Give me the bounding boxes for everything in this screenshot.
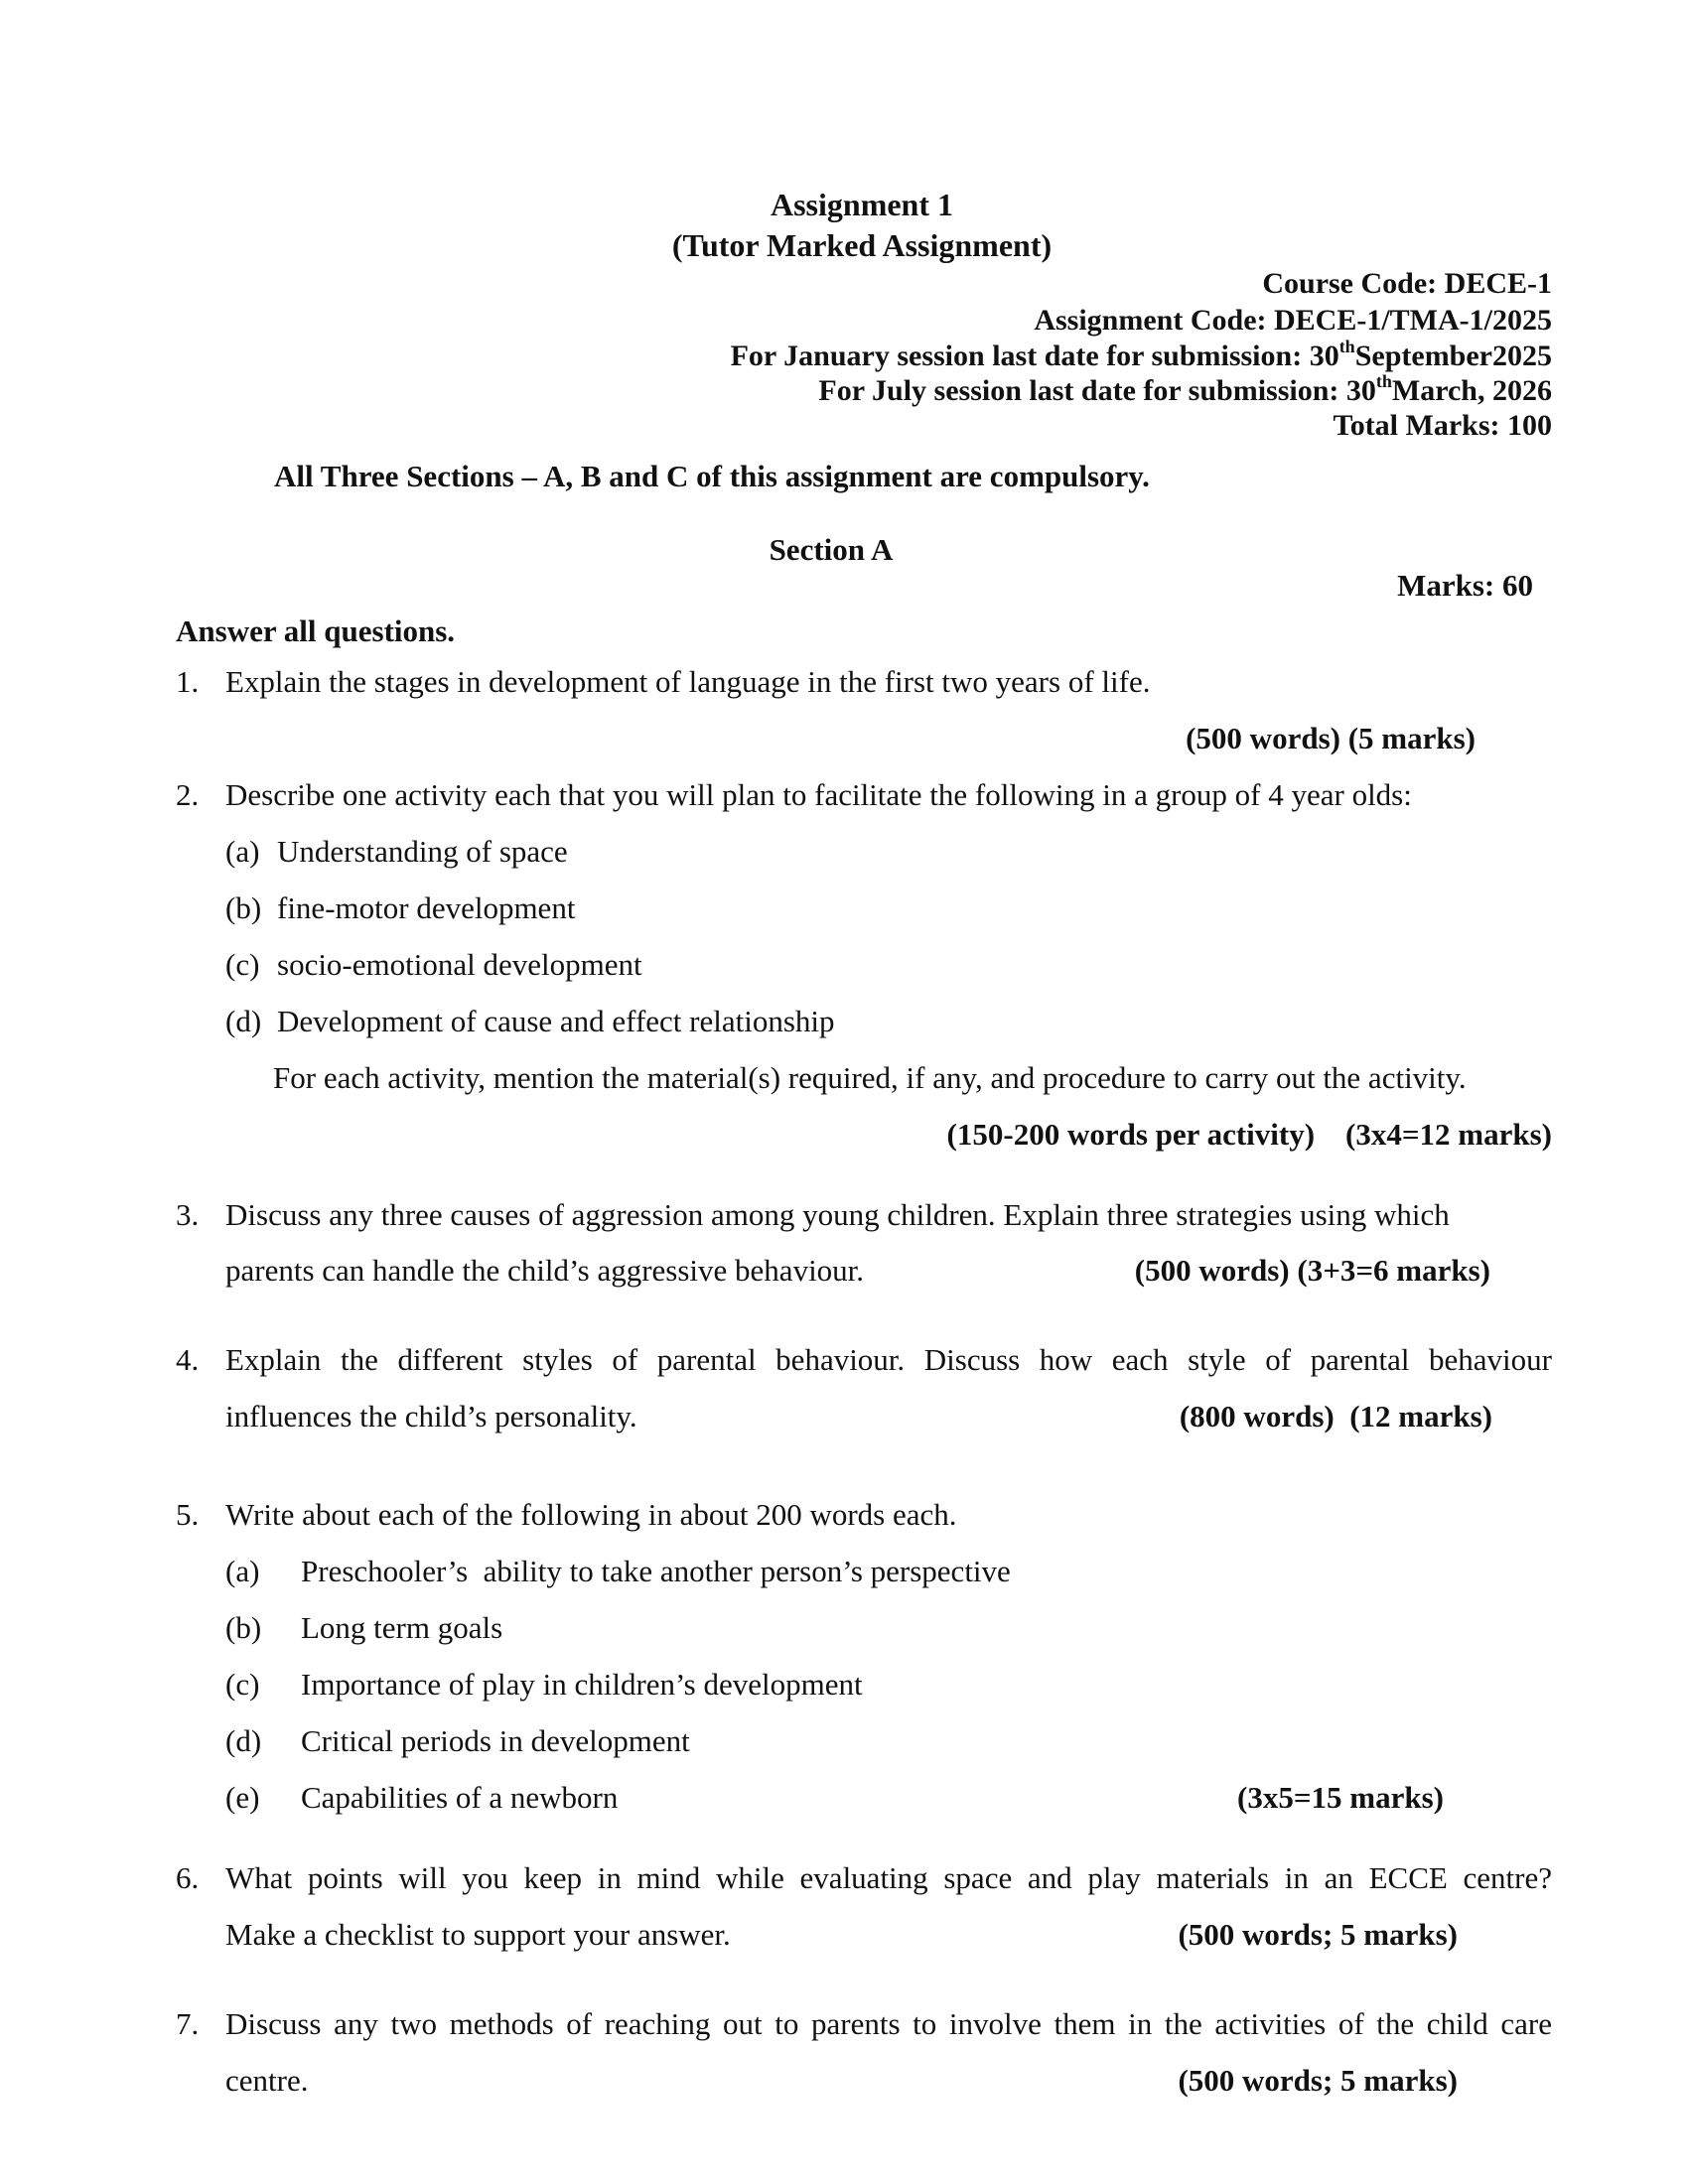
question-1 [176,664,1150,700]
question-3 [176,1197,1450,1233]
question-4-line-2: influences the child’s personality. [225,1399,637,1433]
question-text: Describe one activity each that you will plan to facilitate the following in a group of 4 year olds: [225,777,1412,812]
july-deadline-sup: th [1375,371,1392,391]
sub-item [225,947,642,983]
sub-item-text: fine-motor development [277,890,576,925]
january-deadline-suffix: September2025 [1354,340,1552,372]
question-number: 1. [176,664,200,699]
sub-item-label: (d) [225,1723,262,1758]
assignment-subtitle: (Tutor Marked Assignment) [671,227,1053,263]
course-code: Course Code: DECE-1 [1262,267,1552,300]
sub-item-text: Critical periods in development [301,1723,690,1758]
question-text: Explain the different styles of parental behaviour. Discuss how each style of parental behaviour [225,1342,1552,1377]
sub-item-text: Preschooler’s ability to take another person’s perspective [301,1554,1011,1588]
sub-item-label: (b) [225,1610,262,1645]
sub-item-text: Long term goals [301,1610,503,1645]
question-text: Write about each of the following in about 200 words each. [225,1497,957,1532]
question-5 [176,1497,957,1533]
question-number: 2. [176,777,200,812]
sub-item-label: (a) [225,834,260,869]
sub-item [225,1723,690,1759]
question-text: Discuss any two methods of reaching out to parents to involve them in the activities of the child care [225,2006,1552,2041]
january-deadline-prefix: For January session last date for submission: 30 [730,340,1339,372]
question-number: 3. [176,1197,200,1232]
sub-item [225,1554,1011,1589]
sub-item-label: (c) [225,1667,260,1702]
sub-item [225,1780,618,1816]
question-2-note: For each activity, mention the material(s) required, if any, and procedure to carry out the activity. [273,1060,1467,1095]
january-deadline-sup: th [1338,337,1355,356]
july-deadline-prefix: For July session last date for submission: 30 [818,374,1376,407]
sub-item-text: Understanding of space [277,834,568,869]
question-number: 5. [176,1497,200,1532]
question-5-marks: (3x5=15 marks) [1237,1780,1444,1815]
sub-item [225,890,575,926]
sub-item-text: socio-emotional development [277,947,642,982]
assignment-title: Assignment 1 [770,187,954,222]
question-2-marks: (150-200 words per activity) (3x4=12 marks) [946,1117,1552,1152]
question-7 [176,2006,1552,2042]
assignment-code: Assignment Code: DECE-1/TMA-1/2025 [1034,304,1552,337]
sub-item-label: (d) [225,1004,262,1038]
sub-item-label: (a) [225,1554,260,1588]
question-6-marks: (500 words; 5 marks) [1178,1917,1458,1952]
section-marks: Marks: 60 [1397,568,1533,603]
question-number: 7. [176,2006,200,2041]
total-marks: Total Marks: 100 [1333,409,1552,442]
question-text: Explain the stages in development of language in the first two years of life. [225,664,1151,699]
question-7-marks: (500 words; 5 marks) [1178,2063,1458,2098]
sub-item [225,1667,863,1703]
sub-item [225,834,568,870]
question-6 [176,1860,1552,1896]
january-deadline [731,339,1552,374]
sub-item-text: Development of cause and effect relationship [277,1004,835,1038]
sub-item-label: (b) [225,890,262,925]
july-deadline [818,373,1552,409]
question-6-line-2: Make a checklist to support your answer. [225,1917,731,1952]
question-4 [176,1342,1552,1378]
july-deadline-suffix: March, 2026 [1391,374,1552,407]
question-7-line-2: centre. [225,2063,309,2098]
compulsory-note: All Three Sections – A, B and C of this assignment are compulsory. [274,459,1150,493]
answer-instruction: Answer all questions. [176,614,456,648]
sub-item-label: (c) [225,947,260,982]
question-text: Discuss any three causes of aggression among young children. Explain three strategies using which [225,1197,1450,1232]
question-text: What points will you keep in mind while evaluating space and play materials in an ECCE centre? [225,1860,1552,1895]
question-2 [176,777,1412,813]
question-4-marks: (800 words) (12 marks) [1179,1399,1492,1433]
question-number: 4. [176,1342,200,1377]
sub-item [225,1004,835,1039]
question-3-marks: (500 words) (3+3=6 marks) [1134,1253,1490,1288]
sub-item [225,1610,502,1646]
sub-item-label: (e) [225,1780,260,1815]
sub-item-text: Capabilities of a newborn [301,1780,619,1815]
question-number: 6. [176,1860,200,1895]
sub-item-text: Importance of play in children’s development [301,1667,863,1702]
section-title: Section A [769,532,894,567]
question-1-marks: (500 words) (5 marks) [1186,721,1476,755]
question-3-line-2: parents can handle the child’s aggressive behaviour. [225,1253,865,1288]
